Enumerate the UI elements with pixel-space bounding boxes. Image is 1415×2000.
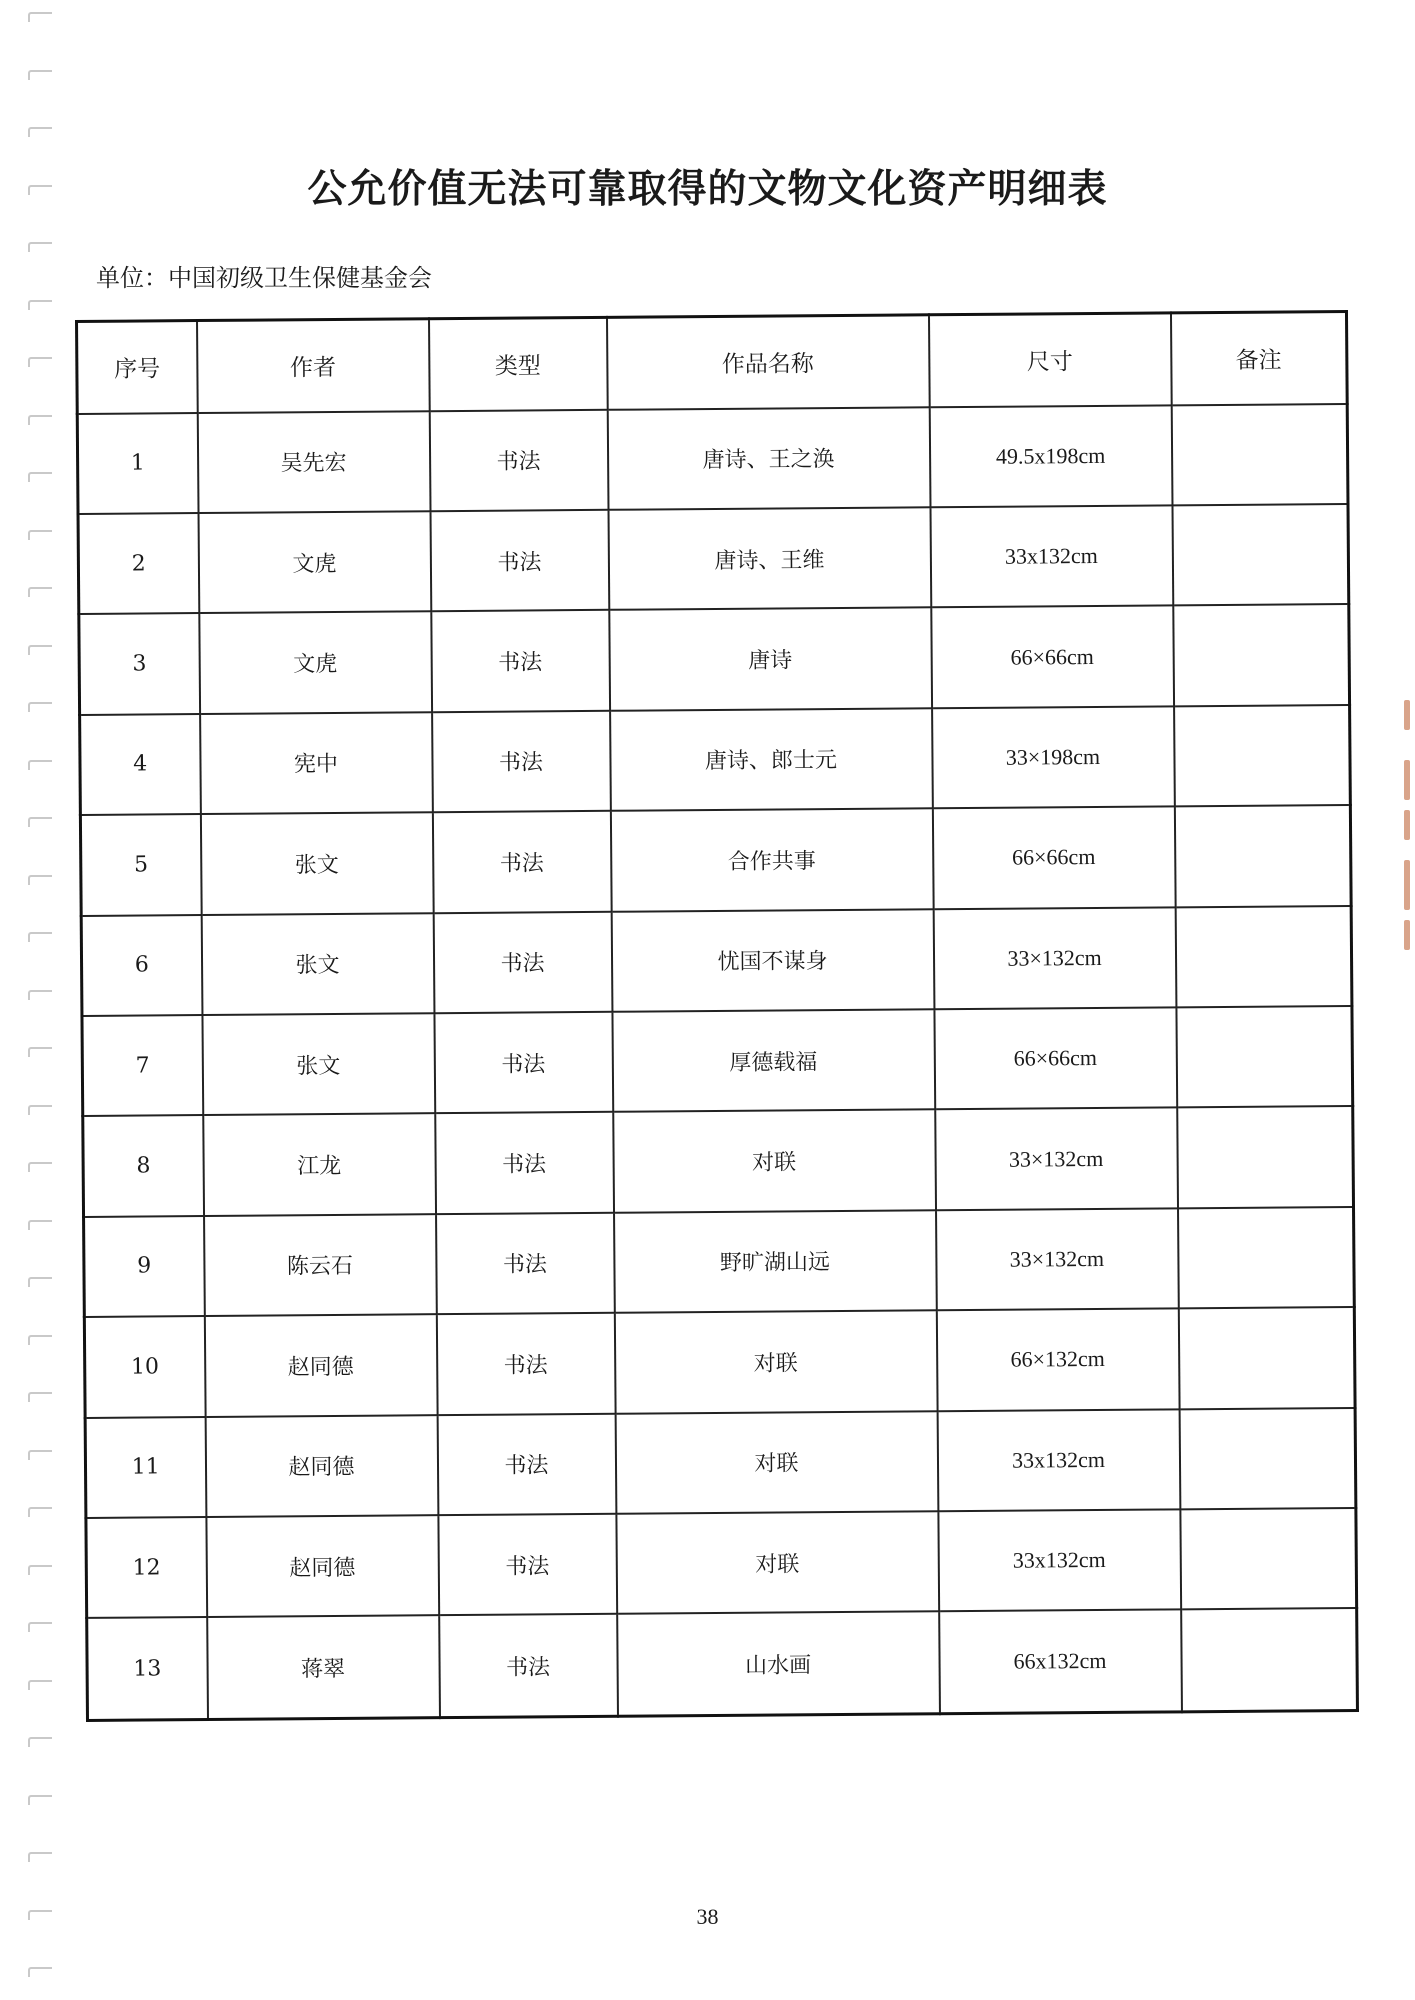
cell-index: 12 xyxy=(86,1517,207,1618)
cell-size: 33×132cm xyxy=(933,907,1176,1009)
table-row xyxy=(84,1207,1355,1317)
asset-table-wrapper xyxy=(75,310,1356,1722)
cell-author: 文虎 xyxy=(198,511,431,613)
document-title: 公允价值无法可靠取得的文物文化资产明细表 xyxy=(307,166,1108,212)
cell-type: 书法 xyxy=(429,409,608,511)
cell-work-title: 野旷湖山远 xyxy=(614,1210,937,1313)
header-index: 序号 xyxy=(77,321,198,414)
cell-size: 66×66cm xyxy=(934,1007,1177,1109)
cell-type: 书法 xyxy=(436,1213,615,1315)
cell-type: 书法 xyxy=(434,1012,613,1114)
header-author: 作者 xyxy=(197,319,430,413)
cell-remarks xyxy=(1175,906,1352,1008)
cell-remarks xyxy=(1173,604,1350,706)
cell-work-title: 忧国不谋身 xyxy=(611,909,934,1012)
cell-size: 33×132cm xyxy=(935,1108,1178,1210)
binding-holes xyxy=(28,0,60,2000)
cell-index: 2 xyxy=(78,513,199,614)
table-header-row xyxy=(77,312,1348,414)
cell-work-title: 唐诗、王之涣 xyxy=(607,407,930,510)
header-size: 尺寸 xyxy=(928,313,1171,407)
table-body xyxy=(77,404,1357,1721)
cell-remarks xyxy=(1172,504,1349,606)
cell-author: 赵同德 xyxy=(204,1314,437,1416)
cell-type: 书法 xyxy=(437,1413,616,1515)
cell-type: 书法 xyxy=(438,1514,617,1616)
cell-author: 陈云石 xyxy=(204,1214,437,1316)
cell-author: 吴先宏 xyxy=(197,411,430,513)
table-row xyxy=(82,1006,1353,1116)
cell-type: 书法 xyxy=(439,1614,618,1718)
cell-index: 9 xyxy=(84,1216,205,1317)
table-row xyxy=(77,404,1348,514)
table-row xyxy=(78,504,1349,614)
asset-table xyxy=(75,310,1359,1722)
cell-type: 书法 xyxy=(432,811,611,913)
cell-work-title: 厚德载福 xyxy=(612,1009,935,1112)
cell-size: 33x132cm xyxy=(937,1409,1180,1511)
cell-remarks xyxy=(1176,1006,1353,1108)
table-row xyxy=(81,906,1352,1016)
header-remarks: 备注 xyxy=(1170,312,1347,405)
table-row xyxy=(80,705,1351,815)
cell-remarks xyxy=(1171,404,1348,506)
table-row xyxy=(85,1408,1356,1518)
cell-type: 书法 xyxy=(432,711,611,813)
cell-size: 66×66cm xyxy=(932,807,1175,909)
cell-work-title: 对联 xyxy=(614,1310,937,1413)
unit-line: 单位：中国初级卫生保健基金会 xyxy=(96,264,432,292)
cell-index: 10 xyxy=(84,1316,205,1417)
cell-size: 33×198cm xyxy=(932,706,1175,808)
page-number: 38 xyxy=(696,1904,719,1929)
cell-type: 书法 xyxy=(436,1313,615,1415)
cell-index: 11 xyxy=(85,1417,206,1518)
cell-remarks xyxy=(1180,1508,1357,1610)
header-work-title: 作品名称 xyxy=(606,315,929,410)
header-type: 类型 xyxy=(429,317,608,410)
cell-index: 6 xyxy=(81,915,202,1016)
cell-index: 3 xyxy=(79,613,200,714)
cell-index: 8 xyxy=(83,1115,204,1216)
cell-remarks xyxy=(1179,1408,1356,1510)
cell-index: 7 xyxy=(82,1015,203,1116)
cell-type: 书法 xyxy=(431,610,610,712)
cell-author: 张文 xyxy=(201,913,434,1015)
cell-type: 书法 xyxy=(430,510,609,612)
cell-type: 书法 xyxy=(435,1112,614,1214)
table-row xyxy=(80,805,1351,915)
cell-remarks xyxy=(1174,805,1351,907)
cell-size: 33x132cm xyxy=(930,505,1173,607)
cell-author: 赵同德 xyxy=(206,1515,439,1617)
cell-remarks xyxy=(1177,1106,1354,1208)
table-row xyxy=(79,604,1350,714)
cell-size: 33×132cm xyxy=(936,1208,1179,1310)
cell-type: 书法 xyxy=(433,911,612,1013)
cell-work-title: 对联 xyxy=(613,1110,936,1213)
cell-author: 张文 xyxy=(202,1013,435,1115)
cell-size: 49.5x198cm xyxy=(929,405,1172,507)
cell-author: 宪中 xyxy=(200,712,433,814)
cell-author: 张文 xyxy=(200,812,433,914)
cell-size: 66×132cm xyxy=(936,1309,1179,1411)
table-row xyxy=(84,1307,1355,1417)
cell-work-title: 唐诗、郎士元 xyxy=(610,708,933,811)
cell-author: 赵同德 xyxy=(205,1415,438,1517)
cell-author: 蒋翠 xyxy=(207,1616,440,1720)
cell-remarks xyxy=(1174,705,1351,807)
cell-size: 33x132cm xyxy=(938,1509,1181,1611)
table-row xyxy=(83,1106,1354,1216)
cell-work-title: 对联 xyxy=(615,1411,938,1514)
cell-index: 13 xyxy=(87,1617,208,1720)
table-row xyxy=(87,1608,1358,1720)
cell-work-title: 合作共事 xyxy=(610,808,933,911)
cell-author: 江龙 xyxy=(203,1114,436,1216)
cell-index: 4 xyxy=(80,714,201,815)
cell-work-title: 唐诗 xyxy=(609,608,932,711)
cell-index: 5 xyxy=(80,814,201,915)
cell-work-title: 对联 xyxy=(616,1511,939,1614)
cell-remarks xyxy=(1178,1307,1355,1409)
cell-size: 66×66cm xyxy=(931,606,1174,708)
cell-remarks xyxy=(1178,1207,1355,1309)
table-row xyxy=(86,1508,1357,1618)
cell-work-title: 唐诗、王维 xyxy=(608,507,931,610)
cell-remarks xyxy=(1181,1608,1358,1712)
cell-work-title: 山水画 xyxy=(617,1612,940,1717)
cell-size: 66x132cm xyxy=(939,1610,1182,1714)
cell-index: 1 xyxy=(77,413,198,514)
cell-author: 文虎 xyxy=(199,612,432,714)
